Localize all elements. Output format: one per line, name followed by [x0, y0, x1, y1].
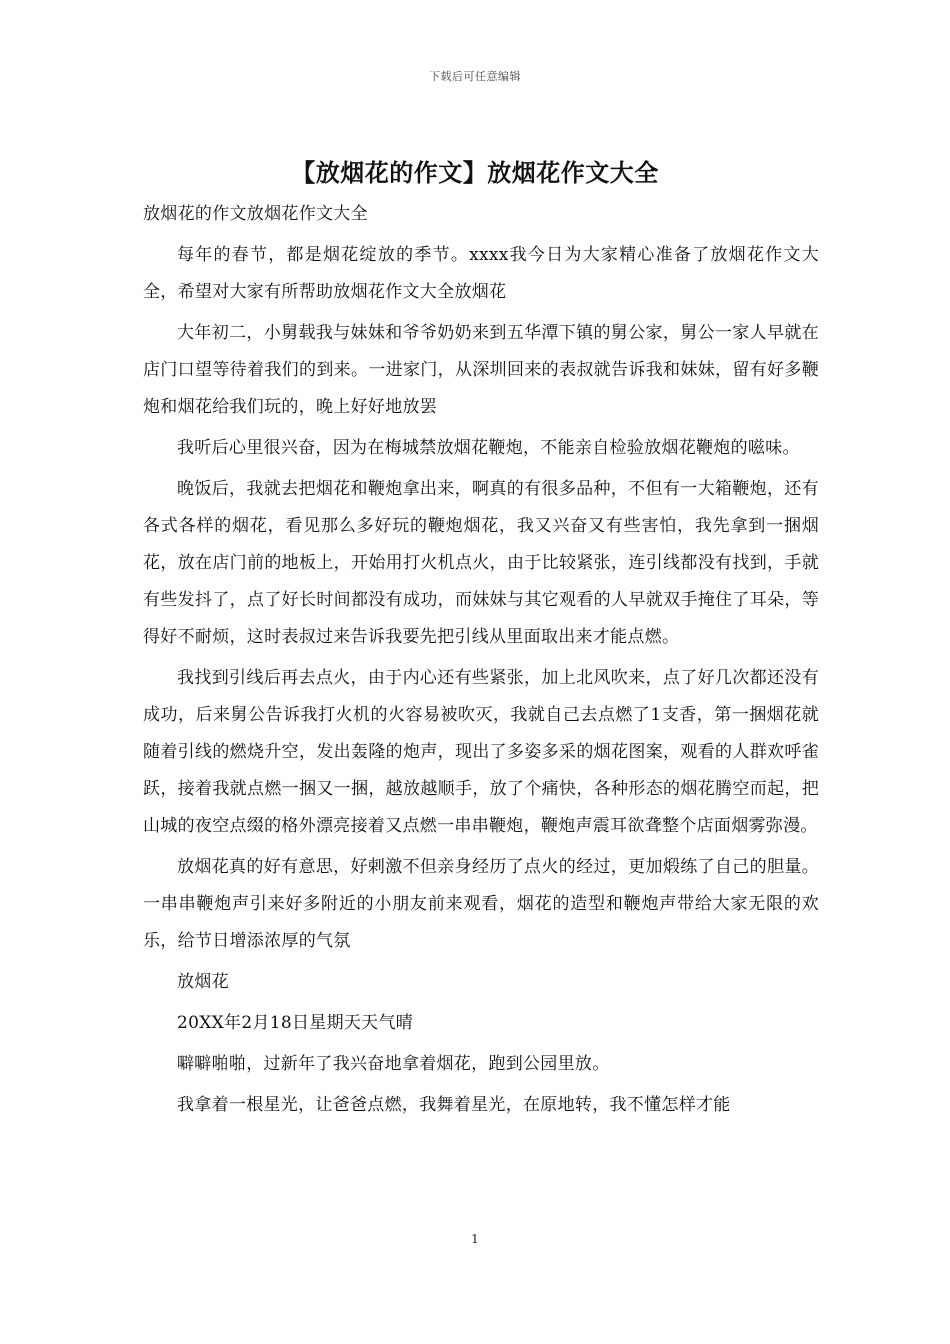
body-paragraph: 我找到引线后再去点火，由于内心还有些紧张，加上北风吹来，点了好几次都还没有成功，后来舅公告诉我打火机的火容易被吹灭，我就自己去点燃了1支香，第一捆烟花就随着引线的燃烧升空，发出轰隆的炮声，现出了多姿多采的烟花图案，观看的人群欢呼雀跃，接着我就点燃一捆又一捆，越放越顺手，放了个痛快，各种形态的烟花腾空而起，把山城的夜空点缀的格外漂亮接着又点燃一串串鞭炮，鞭炮声震耳欲聋整个店面烟雾弥漫。 — [143, 668, 819, 836]
document-body — [143, 196, 819, 1128]
body-paragraph: 我听后心里很兴奋，因为在梅城禁放烟花鞭炮，不能亲自检验放烟花鞭炮的嗞味。 — [177, 438, 800, 458]
body-paragraph: 晚饭后，我就去把烟花和鞭炮拿出来，啊真的有很多品种，不但有一大箱鞭炮，还有各式各样的烟花，看见那么多好玩的鞭炮烟花，我又兴奋又有些害怕，我先拿到一捆烟花，放在店门前的地板上，开始用打火机点火，由于比较紧张，连引线都没有找到，手就有些发抖了，点了好长时间都没有成功，而妹妹与其它观看的人早就双手掩住了耳朵，等得好不耐烦，这时表叔过来告诉我要先把引线从里面取出来才能点燃。 — [143, 479, 819, 647]
section-heading: 放烟花 — [177, 972, 229, 992]
header-note: 下载后可任意编辑 — [429, 70, 521, 83]
document-title: 【放烟花的作文】放烟花作文大全 — [291, 158, 659, 187]
body-paragraph: 放烟花真的好有意思，好剌激不但亲身经历了点火的经过，更加煅练了自己的胆量。一串串鞭炮声引来好多附近的小朋友前来观看，烟花的造型和鞭炮声带给大家无限的欢乐，给节日增添浓厚的气氛 — [143, 857, 819, 951]
date-line: 20XX年2月18日星期天天气晴 — [177, 1013, 414, 1033]
body-paragraph: 大年初二，小舅载我与妹妹和爷爷奶奶来到五华潭下镇的舅公家，舅公一家人早就在店门口望等待着我们的到来。一进家门，从深圳回来的表叔就告诉我和妹妹，留有好多鞭炮和烟花给我们玩的，晚上好好地放罢 — [143, 323, 819, 417]
body-paragraph: 噼噼啪啪，过新年了我兴奋地拿着烟花，跑到公园里放。 — [177, 1054, 610, 1074]
subtitle-paragraph: 放烟花的作文放烟花作文大全 — [143, 204, 368, 224]
page-number: 1 — [471, 1232, 479, 1246]
body-paragraph: 我拿着一根星光，让爸爸点燃，我舞着星光，在原地转，我不懂怎样才能 — [177, 1095, 731, 1115]
intro-paragraph: 每年的春节，都是烟花绽放的季节。xxxx我今日为大家精心准备了放烟花作文大全，希望对大家有所帮助放烟花作文大全放烟花 — [143, 245, 819, 302]
